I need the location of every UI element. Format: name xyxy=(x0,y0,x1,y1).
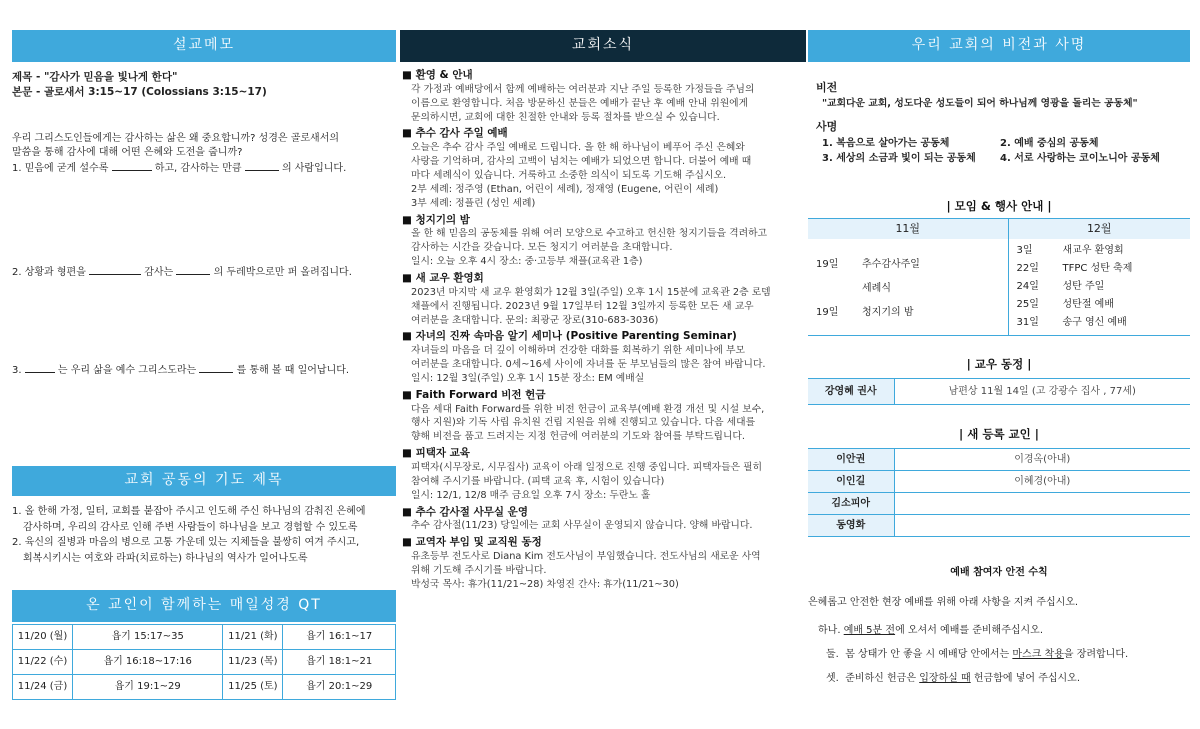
new-member-note xyxy=(894,515,1190,537)
member-news-title: | 교우 동정 | xyxy=(966,357,1032,371)
safety-intro: 은혜롭고 안전한 현장 예배를 위해 아래 사항을 지켜 주십시오. xyxy=(808,597,1079,608)
question-1 xyxy=(12,160,396,176)
question-3 xyxy=(12,362,396,378)
prayer-line: 감사하며, 우리의 감사로 인해 주변 사람들이 하나님을 보고 경험할 수 있도록 xyxy=(23,521,358,533)
q2-part-a: 2. 상황과 형편을 xyxy=(12,267,86,278)
vision-block xyxy=(816,80,1190,166)
qt-date: 11/20 (월) xyxy=(13,625,73,650)
news-item-line: 올 한 해 믿음의 공동체를 위해 여러 모양으로 수고하고 헌신한 청지기들을 격려하고 xyxy=(411,228,768,240)
rule-emphasis: 예배 5분 전 xyxy=(843,625,896,636)
news-item xyxy=(402,271,806,327)
news-item xyxy=(402,446,806,502)
sermon-memo-column xyxy=(12,30,396,729)
news-item xyxy=(402,68,806,124)
prayer-line: 회복시키시는 여호와 라파(치료하는) 하나님의 역사가 일어나도록 xyxy=(23,552,308,564)
q1-part-b: 하고, 감사하는 만큼 xyxy=(154,163,242,174)
q1-part-c: 의 사람입니다. xyxy=(281,163,347,174)
sermon-intro xyxy=(12,132,396,176)
q2-part-c: 의 두레박으로만 퍼 올려집니다. xyxy=(213,267,352,278)
news-item-line: 유초등부 전도사로 Diana Kim 전도사님이 부임했습니다. 전도사님의 새로운 사역 xyxy=(411,550,761,562)
safety-section xyxy=(808,566,1190,686)
mission-item: 3. 세상의 소금과 빛이 되는 공동체 xyxy=(822,153,976,165)
new-member-name: 김소피아 xyxy=(808,493,894,515)
rule-num: 셋. xyxy=(826,673,839,684)
news-item-line: 일시: 12월 3일(주일) 오후 1시 15분 장소: EM 예배실 xyxy=(411,372,645,384)
nov-events xyxy=(808,239,1008,336)
events-table xyxy=(808,218,1190,336)
church-news-header: 교회소식 xyxy=(400,30,806,62)
dec-label: 12월 xyxy=(1008,219,1190,239)
vision-label: 비전 xyxy=(816,81,838,94)
qt-table xyxy=(12,624,396,700)
sermon-title-block xyxy=(12,70,396,99)
event-row xyxy=(1017,296,1183,314)
rule-text: 을 장려합니다. xyxy=(1063,649,1129,660)
sermon-memo-header: 설교메모 xyxy=(12,30,396,62)
qt-date: 11/22 (수) xyxy=(13,650,73,675)
news-item-line: 감사하는 시간을 갖습니다. 모든 청지기 여러분을 초대합니다. xyxy=(411,242,673,254)
q2-part-b: 감사는 xyxy=(144,267,174,278)
new-member-name: 이인길 xyxy=(808,471,894,493)
new-members-title: | 새 등록 교인 | xyxy=(959,427,1039,441)
event-name: 추수감사주일 xyxy=(862,258,920,270)
safety-rule-3 xyxy=(818,672,1190,686)
prayer-list xyxy=(12,504,396,566)
news-item-line: 여러분을 초대합니다. 0세~16세 사이에 자녀를 둔 부모님들의 많은 참여 바랍니다. xyxy=(411,359,766,371)
event-row xyxy=(1017,242,1183,260)
prayer-section xyxy=(12,466,396,566)
qt-date: 11/24 (금) xyxy=(13,675,73,700)
member-news-name: 강영혜 권사 xyxy=(808,379,894,405)
event-name: 세례식 xyxy=(862,282,891,294)
news-item-line: 행사 지원)와 기독 사립 유치원 건립 지원을 위해 진행되고 있습니다. 다음 세대를 xyxy=(411,417,756,429)
news-item-line: 참여해 주시기를 바랍니다. (피택 교육 후, 시험이 있습니다) xyxy=(411,475,665,487)
news-item-line: 마다 세례식이 있습니다. 거룩하고 소중한 의식이 되도록 기도해 주십시오. xyxy=(411,169,727,181)
rule-text: 헌금함에 넣어 주십시오. xyxy=(973,673,1081,684)
event-day: 24일 xyxy=(1016,280,1039,292)
qt-passage: 욥기 19:1~29 xyxy=(73,675,223,700)
new-member-row xyxy=(808,515,1190,537)
event-row xyxy=(816,277,1000,301)
new-member-name: 동영화 xyxy=(808,515,894,537)
news-item-line: 각 가정과 예배당에서 함께 예배하는 여러분과 지난 주일 등록한 가정들을 주님의 xyxy=(411,83,755,95)
news-item-line: 3부 세례: 정플린 (성인 세례) xyxy=(411,197,536,209)
qt-date: 11/23 (목) xyxy=(223,650,283,675)
vision-header: 우리 교회의 비전과 사명 xyxy=(808,30,1190,62)
safety-rule-1 xyxy=(818,624,1190,638)
events-title: | 모임 & 행사 안내 | xyxy=(946,199,1052,213)
mission-item: 4. 서로 사랑하는 코이노니아 공동체 xyxy=(1000,153,1160,165)
rule-text: 에 오셔서 예배를 준비해주십시오. xyxy=(895,625,1044,636)
qt-row xyxy=(13,675,396,700)
news-item-title: ■ 자녀의 진짜 속마음 알기 세미나 (Positive Parenting Seminar) xyxy=(402,330,737,343)
safety-rule-2 xyxy=(818,648,1190,662)
q3-blank-2[interactable] xyxy=(199,362,233,373)
news-item-title: ■ 추수 감사 주일 예배 xyxy=(402,127,508,140)
new-member-note: 이경옥(아내) xyxy=(894,449,1190,471)
q1-blank-2[interactable] xyxy=(245,160,279,171)
q2-blank-1[interactable] xyxy=(89,264,141,275)
event-row xyxy=(816,253,1000,277)
prayer-header: 교회 공동의 기도 제목 xyxy=(12,466,396,496)
event-name: 성탄 주일 xyxy=(1062,280,1105,292)
member-news-section xyxy=(808,356,1190,405)
qt-section xyxy=(12,590,396,700)
qt-row xyxy=(13,650,396,675)
q2-blank-2[interactable] xyxy=(176,264,210,275)
news-item-line: 이름으로 환영합니다. 처음 방문하신 분들은 예배가 끝난 후 예배 안내 위원에게 xyxy=(411,97,749,109)
news-item-line: 여러분을 초대합니다. 문의: 최광군 장로(310-683-3036) xyxy=(411,314,659,326)
qt-passage: 욥기 18:1~21 xyxy=(283,650,396,675)
new-members-table xyxy=(808,448,1190,537)
q3-part-a: 3. xyxy=(12,365,22,376)
news-item-line: 2023년 마지막 새 교우 환영회가 12월 3일(주일) 오후 1시 15분에 교육관 2층 로뎀 xyxy=(411,286,771,298)
news-item-title: ■ 피택자 교육 xyxy=(402,447,470,460)
rule-text: 준비하신 헌금은 xyxy=(845,673,917,684)
qt-passage: 욥기 20:1~29 xyxy=(283,675,396,700)
news-item-line: 다음 세대 Faith Forward를 위한 비전 헌금이 교육부(예배 환경 개선 및 시설 보수, xyxy=(411,403,765,415)
new-member-row xyxy=(808,449,1190,471)
new-members-section xyxy=(808,426,1190,537)
news-item xyxy=(402,388,806,444)
qt-passage: 욥기 16:18~17:16 xyxy=(73,650,223,675)
news-item xyxy=(402,505,806,534)
mission-list xyxy=(816,137,1190,166)
member-news-text: 남편상 11월 14일 (고 강광수 집사 , 77세) xyxy=(894,379,1190,405)
event-day: 22일 xyxy=(1016,262,1039,274)
rule-emphasis: 입장하실 때 xyxy=(919,673,971,684)
intro-line-2: 말씀을 통해 감사에 대해 어떤 은혜와 도전을 줍니까? xyxy=(12,147,243,158)
news-item-line: 일시: 12/1, 12/8 매주 금요일 오후 7시 장소: 두란노 홀 xyxy=(411,489,651,501)
q3-part-c: 를 통해 볼 때 일어납니다. xyxy=(236,365,350,376)
news-item-line: 위해 기도해 주시기를 바랍니다. xyxy=(411,564,547,576)
news-item xyxy=(402,213,806,269)
q1-part-a: 1. 믿음에 굳게 설수록 xyxy=(12,163,109,174)
vision-column xyxy=(808,30,1190,729)
news-item-line: 문의하시면, 교회에 대한 친절한 안내와 등록 절차를 받으실 수 있습니다. xyxy=(411,111,720,123)
news-item-line: 피택자(시무장로, 시무집사) 교육이 아래 일정으로 진행 중입니다. 피택자들은 필히 xyxy=(411,461,763,473)
mission-label: 사명 xyxy=(816,120,838,134)
prayer-line: 1. 올 한해 가정, 일터, 교회를 붙잡아 주시고 인도해 주신 하나님의 감춰진 은혜에 xyxy=(12,506,366,517)
event-name: 성탄절 예배 xyxy=(1062,298,1114,310)
event-day: 25일 xyxy=(1016,298,1039,310)
news-sections xyxy=(400,62,806,592)
event-name: TFPC 성탄 축제 xyxy=(1062,262,1133,274)
q3-blank-1[interactable] xyxy=(25,362,55,373)
news-item-title: ■ 추수 감사절 사무실 운영 xyxy=(402,505,528,518)
event-day xyxy=(816,277,862,301)
news-item xyxy=(402,329,806,385)
question-2 xyxy=(12,264,396,280)
event-row xyxy=(1017,278,1183,296)
qt-date: 11/25 (토) xyxy=(223,675,283,700)
rule-emphasis: 마스크 착용 xyxy=(1012,649,1064,660)
member-news-table xyxy=(808,378,1190,405)
event-name: 송구 영신 예배 xyxy=(1062,316,1127,328)
church-news-column xyxy=(400,30,806,729)
event-name: 새교우 환영회 xyxy=(1062,244,1124,256)
news-item-line: 오늘은 추수 감사 주일 예배로 드립니다. 올 한 해 하나님이 베푸어 주신 은혜와 xyxy=(411,142,745,154)
qt-row xyxy=(13,625,396,650)
rule-text: 몸 상태가 안 좋을 시 예배당 안에서는 xyxy=(845,649,1010,660)
event-row xyxy=(1017,314,1183,332)
news-item xyxy=(402,126,806,210)
q1-blank-1[interactable] xyxy=(112,160,152,171)
news-item-title: ■ 교역자 부임 및 교직원 동정 xyxy=(402,536,542,549)
news-item-title: ■ 새 교우 환영회 xyxy=(402,272,484,285)
event-day: 3일 xyxy=(1016,244,1033,256)
intro-line-1: 우리 그리스도인들에게는 감사하는 삶은 왜 중요합니까? 성경은 골로새서의 xyxy=(12,133,340,144)
event-day: 31일 xyxy=(1016,316,1039,328)
news-item xyxy=(402,535,806,591)
news-item-title: ■ 환영 & 안내 xyxy=(402,69,473,81)
news-item-line: 2부 세례: 정주영 (Ethan, 어린이 세례), 정재영 (Eugene, 어린이 세례) xyxy=(411,183,719,195)
news-item-line: 추수 감사절(11/23) 당일에는 교회 사무실이 운영되지 않습니다. 양해 바랍니다. xyxy=(411,520,753,532)
rule-num: 하나. xyxy=(818,625,841,636)
q3-part-b: 는 우리 삶을 예수 그리스도라는 xyxy=(57,365,197,376)
new-member-name: 이안권 xyxy=(808,449,894,471)
prayer-line: 2. 육신의 질병과 마음의 병으로 고통 가운데 있는 지체들을 불쌍히 여겨 주시고, xyxy=(12,537,360,548)
event-row xyxy=(816,301,1000,325)
new-member-row xyxy=(808,493,1190,515)
new-member-note: 이혜경(아내) xyxy=(894,471,1190,493)
news-item-line: 향해 비전을 품고 드려지는 지정 헌금에 여러분의 기도와 참여를 부탁드립니다. xyxy=(411,431,745,443)
new-member-row xyxy=(808,471,1190,493)
event-day: 19일 xyxy=(816,258,839,270)
events-section xyxy=(808,198,1190,336)
rule-num: 둘. xyxy=(826,649,839,660)
sermon-title: 제목 - "감사가 믿음을 빛나게 한다" xyxy=(12,71,178,83)
qt-header: 온 교인이 함께하는 매일성경 QT xyxy=(12,590,396,622)
qt-date: 11/21 (화) xyxy=(223,625,283,650)
news-item-line: 일시: 오늘 오후 4시 장소: 중·고등부 채플(교육관 1층) xyxy=(411,256,643,268)
nov-label: 11월 xyxy=(808,219,1008,239)
qt-passage: 욥기 16:1~17 xyxy=(283,625,396,650)
event-day: 19일 xyxy=(816,306,839,318)
mission-item: 1. 복음으로 살아가는 공동체 xyxy=(822,138,950,150)
news-item-title: ■ Faith Forward 비전 헌금 xyxy=(402,388,546,401)
dec-events xyxy=(1008,239,1190,336)
mission-item: 2. 예배 중심의 공동체 xyxy=(1000,138,1099,150)
news-item-title: ■ 청지기의 밤 xyxy=(402,213,470,226)
safety-title: 예배 참여자 안전 수칙 xyxy=(950,567,1048,578)
news-item-line: 박성국 목사: 휴가(11/21~28) 차영진 간사: 휴가(11/21~30) xyxy=(411,578,679,590)
vision-text: "교회다운 교회, 성도다운 성도들이 되어 하나님께 영광을 돌리는 공동체" xyxy=(822,98,1138,110)
news-item-line: 사랑을 기억하며, 감사의 고백이 넘치는 예배가 되었으면 합니다. 더불어 예배 때 xyxy=(411,156,752,167)
news-item-line: 자녀들의 마음을 더 깊이 이해하며 건강한 대화를 회복하기 위한 세미나에 부모 xyxy=(411,345,745,357)
event-row xyxy=(1017,260,1183,278)
event-name: 청지기의 밤 xyxy=(862,306,914,318)
sermon-scripture: 본문 - 골로새서 3:15~17 (Colossians 3:15~17) xyxy=(12,85,267,98)
new-member-note xyxy=(894,493,1190,515)
news-item-line: 채플에서 진행됩니다. 2023년 9월 17일부터 12월 3일까지 등록한 모든 새 교우 xyxy=(411,300,754,312)
qt-passage: 욥기 15:17~35 xyxy=(73,625,223,650)
